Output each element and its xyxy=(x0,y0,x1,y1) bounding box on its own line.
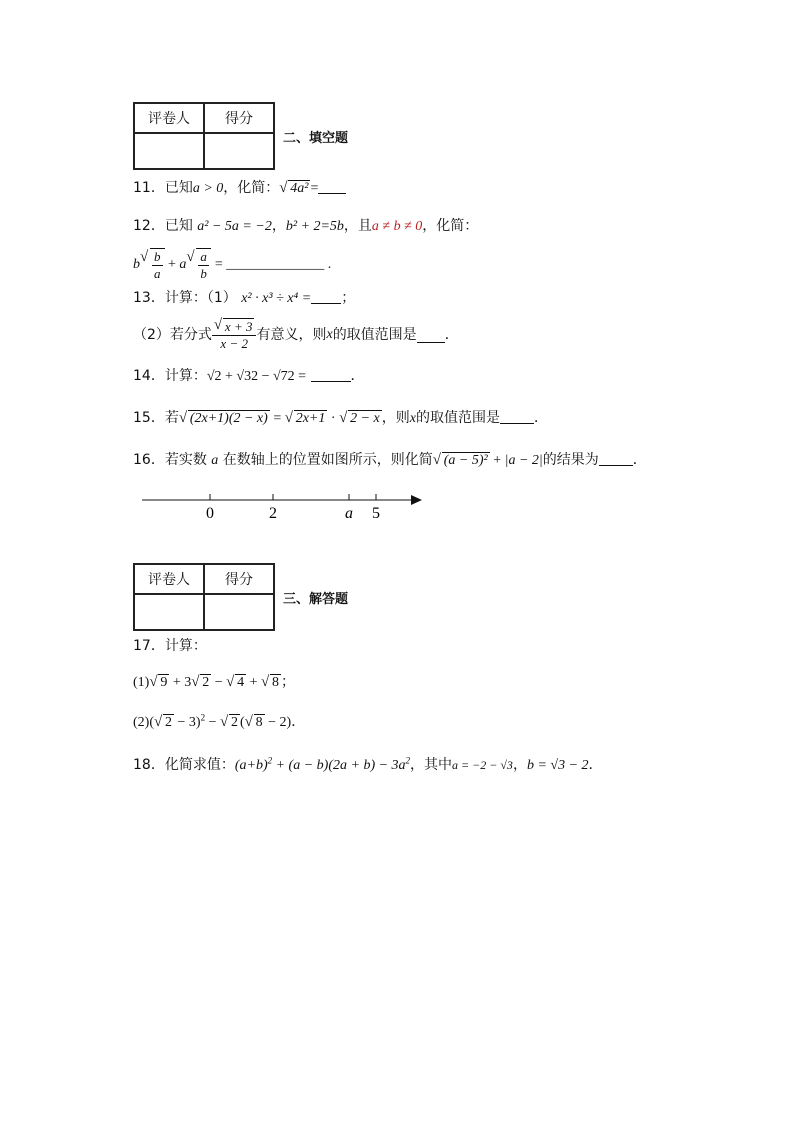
question-13-part2: （2）若分式 √ $\frac{x + 3}{x - 2}$ 有意义，则 x 的取值范围是 ． xyxy=(133,318,459,352)
label-0: 0 xyxy=(206,505,214,522)
score-cell xyxy=(204,133,274,169)
number-line-figure xyxy=(140,488,430,524)
question-15: 15．若√ (2x+1)(2 − x) = √ 2x+1 · √ 2 − x ，则x的取值范围是 ． xyxy=(133,408,548,429)
question-18: 18．化简求值：$(a+b)^2 + (a - b)(2a + b) - 3a^2$，其中a = −2 − √3，b = √3 − 2． xyxy=(133,755,603,773)
grader-header: 评卷人 xyxy=(134,564,204,594)
score-table-section3 xyxy=(133,563,275,631)
label-a: a xyxy=(345,505,353,522)
section-title-fill-blank: 二、填空题 xyxy=(283,131,349,146)
label-5: 5 xyxy=(372,505,380,522)
score-header: 得分 xyxy=(204,103,274,133)
question-13-part1: 13．计算：（1） x² · x³ ÷ x⁴ = ； xyxy=(133,290,356,306)
question-17: 17．计算： xyxy=(133,638,207,654)
score-header: 得分 xyxy=(204,564,274,594)
grader-header: 评卷人 xyxy=(134,103,204,133)
section-title-answer: 三、解答题 xyxy=(283,592,349,607)
question-12-expression: b √ $\frac{b}{a}$ + a √ $\frac{a}{b}$ = ______________ . xyxy=(133,248,331,282)
question-16: 16．若实数 a 在数轴上的位置如图所示，则化简√ (a − 5)² + |a − 2|的结果为 ． xyxy=(133,450,647,471)
label-2: 2 xyxy=(269,505,277,522)
question-11: 11．已知a > 0，化简：√ 4a² = xyxy=(133,178,346,199)
question-14: 14．计算：√2 + √32 − √72 = ． xyxy=(133,368,365,384)
question-17-part1: (1)√ 9 + 3√ 2 − √ 4 + √ 8 ； xyxy=(133,672,295,693)
question-17-part2: (2)(√ 2 − 3)$^2$ − √ 2 (√ 8 − 2)． xyxy=(133,712,305,733)
grader-cell xyxy=(134,594,204,630)
question-12: 12．已知 a² − 5a = −2，b² + 2=5b，且a ≠ b ≠ 0，化简： xyxy=(133,218,479,234)
number-line-arrow xyxy=(411,495,422,505)
score-cell xyxy=(204,594,274,630)
grader-cell xyxy=(134,133,204,169)
score-table-section2 xyxy=(133,102,275,170)
